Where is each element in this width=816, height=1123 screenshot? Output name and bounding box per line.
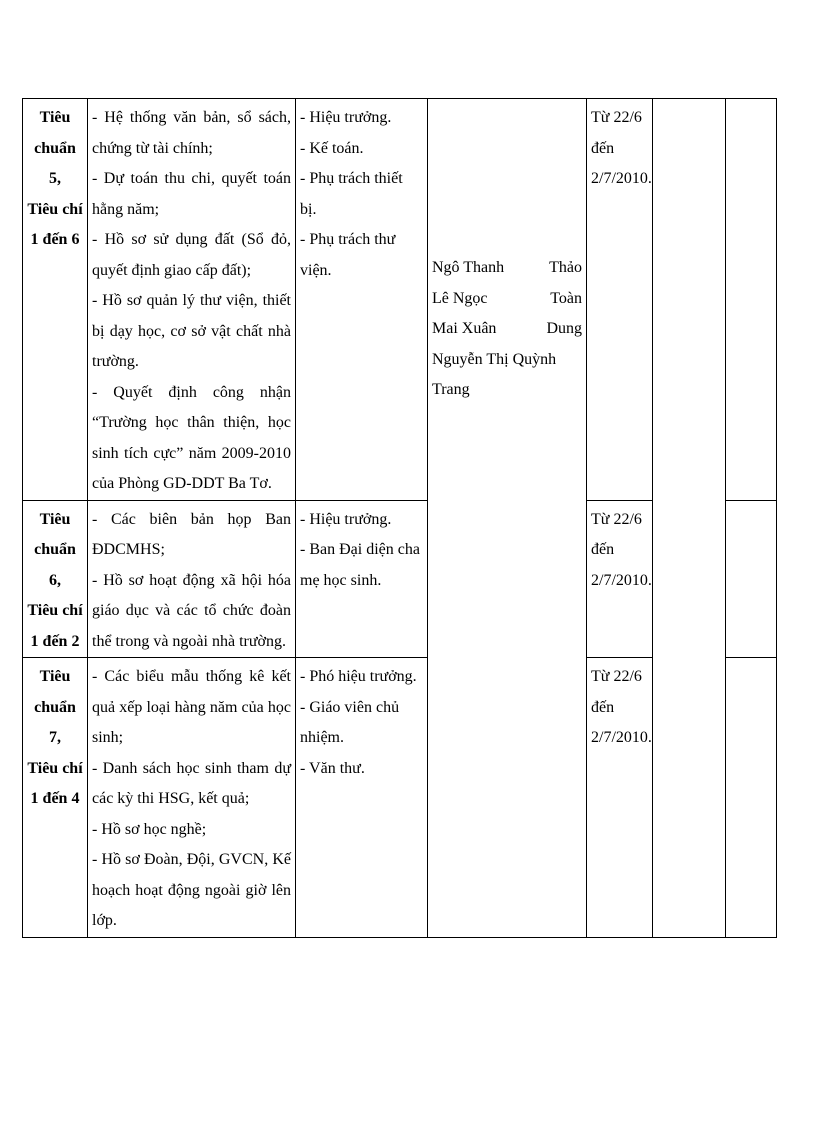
- document-item: - Danh sách học sinh tham dự các kỳ thi HSG, kết quả;: [92, 759, 291, 807]
- criterion-line: 1 đến 4: [30, 790, 80, 807]
- provider-item: - Hiệu trưởng.: [300, 510, 392, 528]
- empty-cell: [653, 99, 726, 938]
- time-text: Từ 22/6 đến 2/7/2010.: [591, 109, 652, 187]
- criterion-line: Tiêu: [39, 668, 71, 685]
- documents-cell: [88, 500, 296, 658]
- time-cell: [587, 500, 653, 658]
- documents-cell: [88, 99, 296, 501]
- person-given: Ngô Thanh: [432, 259, 505, 276]
- evidence-table: [22, 98, 777, 938]
- document-item: - Hồ sơ hoạt động xã hội hóa giáo dục và các tổ chức đoàn thể trong và ngoài nhà trường.: [92, 571, 291, 650]
- responsible-person: [432, 345, 582, 376]
- time-text: Từ 22/6 đến 2/7/2010.: [591, 510, 652, 589]
- document-item: - Quyết định công nhận “Trường học thân thiện, học sinh tích cực” năm 2009-2010 của Phòng GD-DDT Ba Tơ.: [92, 383, 291, 492]
- provider-item: - Phụ trách thư viện.: [300, 231, 396, 279]
- empty-cell: [726, 500, 777, 658]
- providers-cell: [296, 500, 428, 658]
- person-name: Dung: [546, 320, 582, 337]
- time-cell: [587, 99, 653, 501]
- document-item: - Các biểu mẫu thống kê kết quả xếp loại hàng năm của học sinh;: [92, 668, 291, 746]
- provider-item: - Ban Đại diện cha mẹ học sinh.: [300, 541, 420, 589]
- criterion-line: Tiêu chí: [27, 200, 83, 218]
- responsible-person: [432, 253, 582, 284]
- person-name: Thảo: [549, 259, 582, 276]
- person-given: Mai Xuân: [432, 320, 497, 337]
- criterion-line: Tiêu chí: [27, 759, 83, 777]
- criterion-line: Tiêu: [39, 510, 71, 528]
- criterion-line: Tiêu: [39, 109, 71, 126]
- document-item: - Hồ sơ sử dụng đất (Sổ đỏ, quyết định giao cấp đất);: [92, 231, 291, 279]
- document-item: - Dự toán thu chi, quyết toán hằng năm;: [92, 170, 291, 218]
- document-item: - Hồ sơ học nghề;: [92, 820, 207, 838]
- time-text: Từ 22/6 đến 2/7/2010.: [591, 668, 652, 746]
- criterion-cell: [23, 658, 88, 938]
- provider-item: - Giáo viên chủ nhiệm.: [300, 698, 400, 746]
- time-cell: [587, 658, 653, 938]
- document-item: - Hồ sơ Đoàn, Đội, GVCN, Kế hoạch hoạt động ngoài giờ lên lớp.: [92, 851, 291, 929]
- provider-item: - Phụ trách thiết bị.: [300, 170, 403, 218]
- criterion-line: 1 đến 2: [30, 632, 80, 650]
- empty-cell: [726, 658, 777, 938]
- person-given: Trang: [432, 381, 470, 398]
- person-name: Toàn: [550, 289, 582, 307]
- criterion-line: Tiêu chí: [27, 602, 83, 619]
- person-given: Nguyễn Thị Quỳnh: [432, 350, 557, 368]
- providers-cell: [296, 99, 428, 501]
- criterion-cell: [23, 99, 88, 501]
- table-row: [23, 99, 777, 501]
- criterion-line: chuẩn 7,: [34, 698, 76, 746]
- responsible-person: [432, 375, 582, 406]
- provider-item: - Kế toán.: [300, 139, 364, 157]
- empty-cell: [726, 99, 777, 501]
- responsible-cell: [428, 99, 587, 938]
- document-item: - Các biên bản họp Ban ĐDCMHS;: [92, 510, 291, 558]
- provider-item: - Hiệu trưởng.: [300, 109, 392, 126]
- document-item: - Hệ thống văn bản, sổ sách, chứng từ tài chính;: [92, 109, 291, 157]
- person-given: Lê Ngọc: [432, 289, 488, 307]
- providers-cell: [296, 658, 428, 938]
- criterion-line: chuẩn 6,: [34, 541, 76, 589]
- responsible-person: [432, 314, 582, 345]
- documents-cell: [88, 658, 296, 938]
- responsible-person: [432, 284, 582, 315]
- criterion-line: chuẩn 5,: [34, 139, 76, 187]
- criterion-line: 1 đến 6: [30, 231, 80, 248]
- provider-item: - Phó hiệu trưởng.: [300, 668, 417, 685]
- criterion-cell: [23, 500, 88, 658]
- document-item: - Hồ sơ quản lý thư viện, thiết bị dạy học, cơ sở vật chất nhà trường.: [92, 292, 291, 370]
- provider-item: - Văn thư.: [300, 759, 365, 777]
